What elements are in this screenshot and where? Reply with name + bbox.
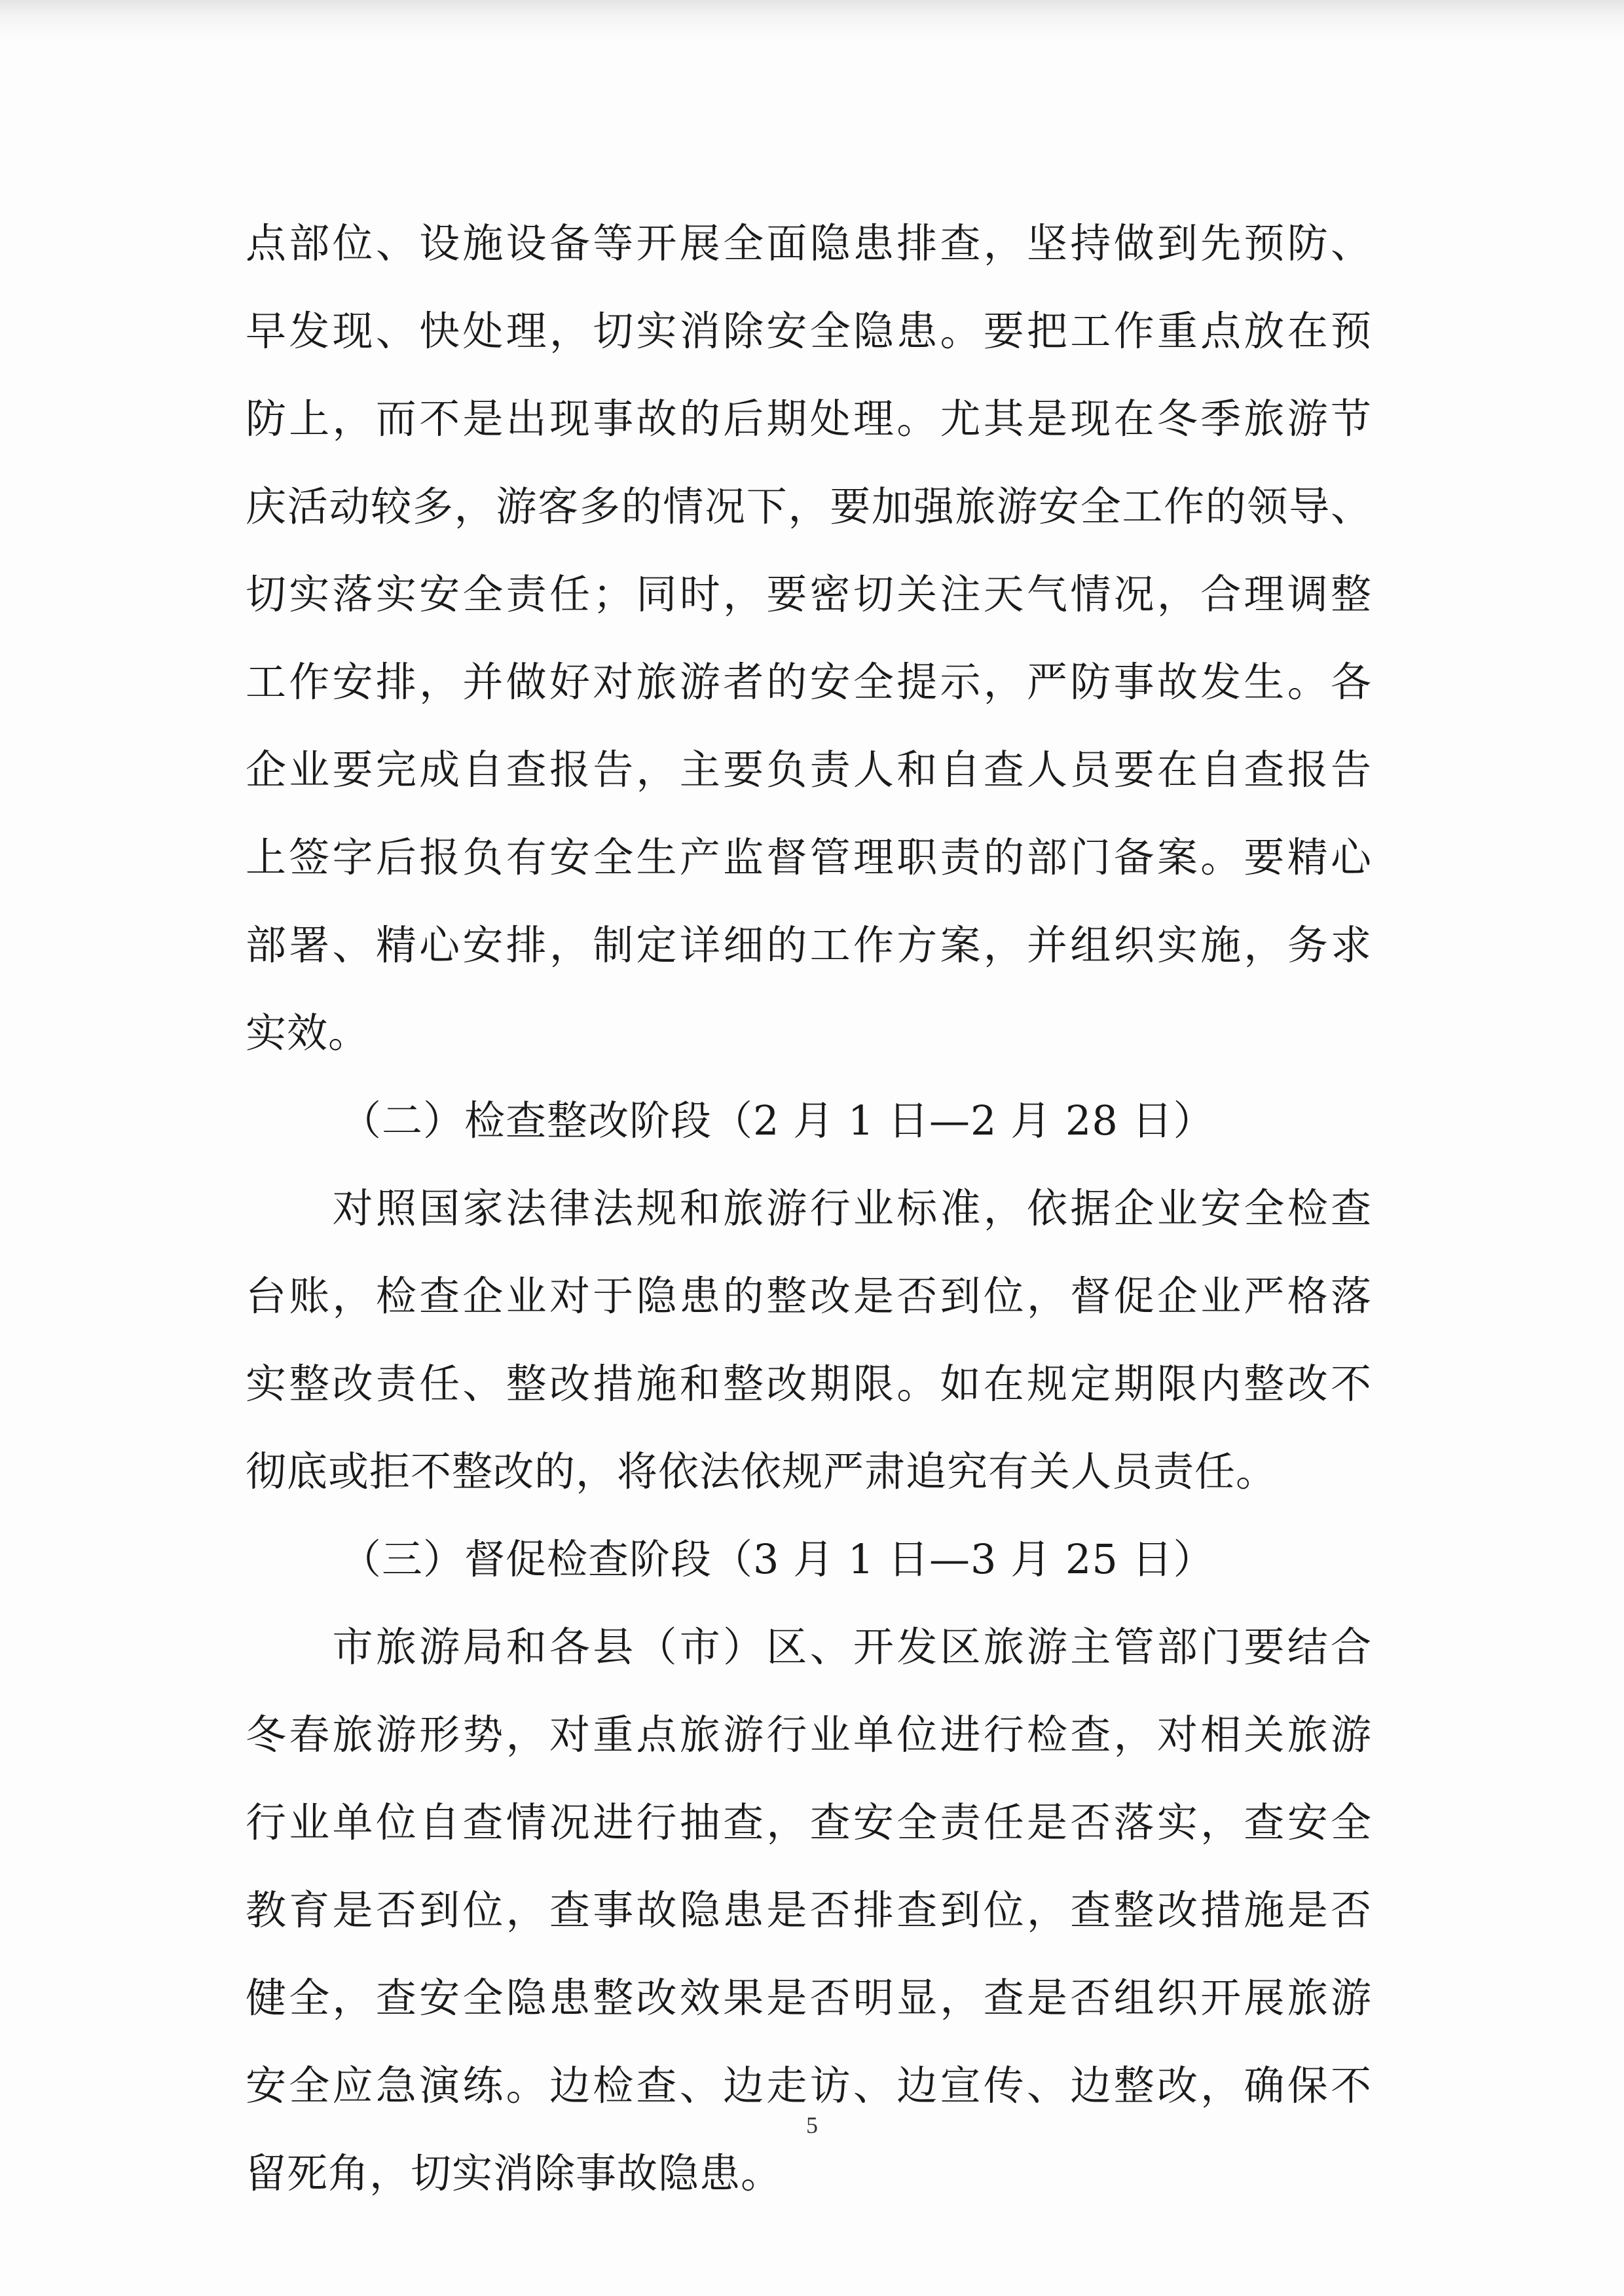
paragraph-line: 留死角，切实消除事故隐患。 <box>246 2149 783 2197</box>
paragraph-line: 对照国家法律法规和旅游行业标准，依据企业安全检查 <box>246 1184 1372 1232</box>
section-heading: （二）检查整改阶段（2 月 1 日—2 月 28 日） <box>341 1097 1215 1144</box>
paragraph-line: 冬春旅游形势，对重点旅游行业单位进行检查，对相关旅游 <box>246 1711 1372 1758</box>
paragraph-line: 市旅游局和各县（市）区、开发区旅游主管部门要结合 <box>246 1623 1372 1671</box>
paragraph-line: 上签字后报负有安全生产监督管理职责的部门备案。要精心 <box>246 833 1372 881</box>
scan-shadow-top <box>0 0 1624 39</box>
paragraph-line: 企业要完成自查报告，主要负责人和自查人员要在自查报告 <box>246 746 1372 793</box>
paragraph-line: 点部位、设施设备等开展全面隐患排查，坚持做到先预防、 <box>246 219 1372 267</box>
paragraph-line: 安全应急演练。边检查、边走访、边宣传、边整改，确保不 <box>246 2062 1372 2109</box>
paragraph-line: 行业单位自查情况进行抽查，查安全责任是否落实，查安全 <box>246 1798 1372 1846</box>
page-number: 5 <box>806 2112 818 2138</box>
paragraph-line: 工作安排，并做好对旅游者的安全提示，严防事故发生。各 <box>246 658 1372 706</box>
paragraph-line: 台账，检查企业对于隐患的整改是否到位，督促企业严格落 <box>246 1272 1372 1320</box>
paragraph-line: 部署、精心安排，制定详细的工作方案，并组织实施，务求 <box>246 921 1372 969</box>
paragraph-line: 教育是否到位，查事故隐患是否排查到位，查整改措施是否 <box>246 1886 1372 1934</box>
paragraph-line: 庆活动较多，游客多的情况下，要加强旅游安全工作的领导、 <box>246 483 1372 530</box>
paragraph-line: 实整改责任、整改措施和整改期限。如在规定期限内整改不 <box>246 1360 1372 1408</box>
paragraph-line: 彻底或拒不整改的，将依法依规严肃追究有关人员责任。 <box>246 1448 1278 1495</box>
body-text <box>246 200 1372 2217</box>
paragraph-line: 防上，而不是出现事故的后期处理。尤其是现在冬季旅游节 <box>246 395 1372 443</box>
paragraph-line: 切实落实安全责任；同时，要密切关注天气情况，合理调整 <box>246 570 1372 618</box>
paragraph-line: 早发现、快处理，切实消除安全隐患。要把工作重点放在预 <box>246 307 1372 355</box>
paragraph-line: 实效。 <box>246 1009 370 1057</box>
section-heading: （三）督促检查阶段（3 月 1 日—3 月 25 日） <box>341 1535 1215 1583</box>
paragraph-line: 健全，查安全隐患整改效果是否明显，查是否组织开展旅游 <box>246 1974 1372 2022</box>
